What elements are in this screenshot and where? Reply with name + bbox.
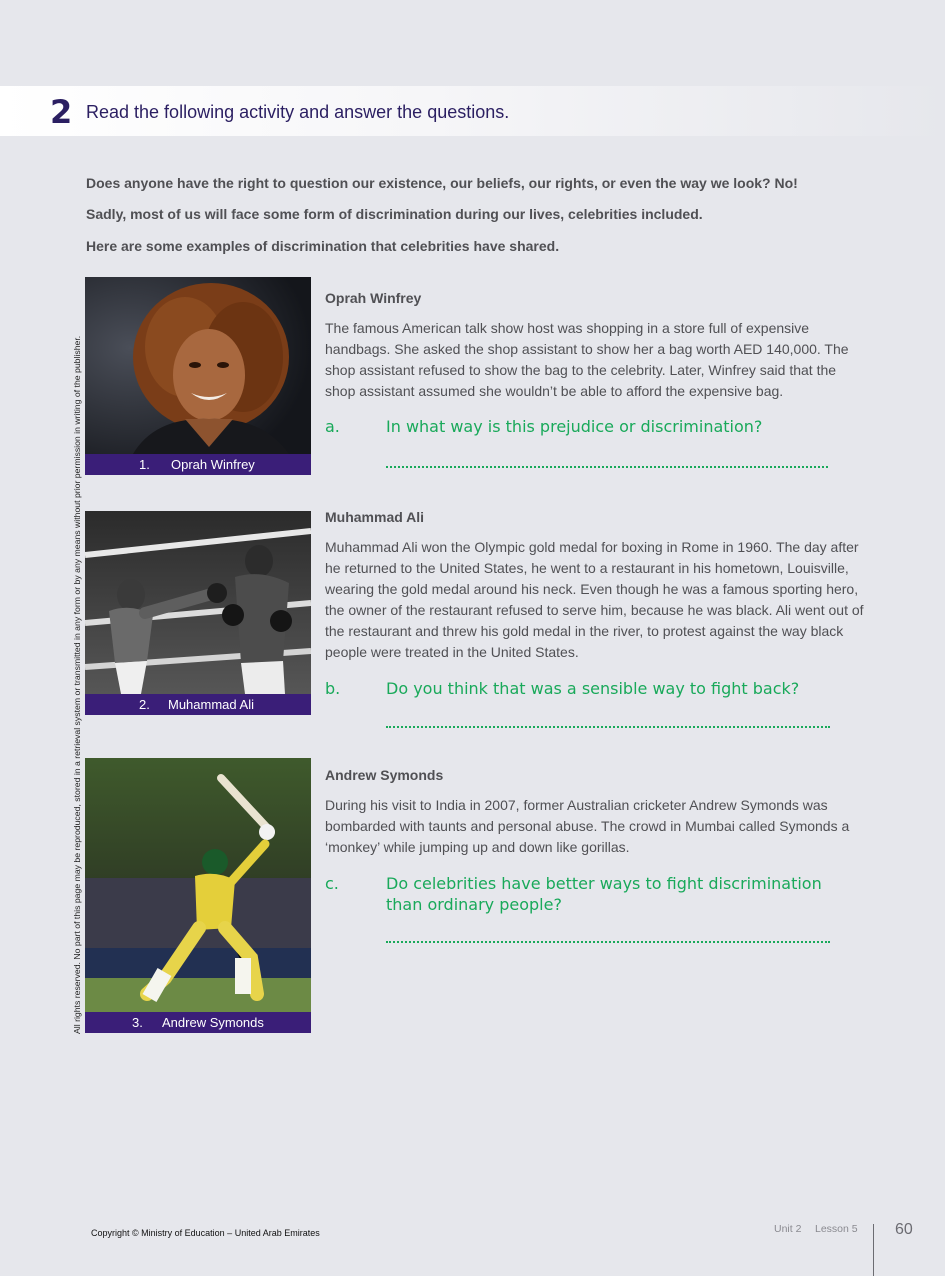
caption-label: Andrew Symonds (162, 1015, 264, 1030)
andrew-symonds-heading: Andrew Symonds (325, 767, 444, 783)
muhammad-ali-heading: Muhammad Ali (325, 509, 425, 525)
activity-number: 2 (50, 93, 73, 131)
question-c-letter: c. (325, 874, 339, 893)
copyright-side-note: All rights reserved. No part of this page may be reproduced, stored in a retrieval system or transmitted in any form or by any means without prior permission in writing of the publisher. (72, 335, 82, 1034)
muhammad-ali-caption (85, 694, 311, 715)
question-c-text: Do celebrities have better ways to fight discrimination than ordinary people? (386, 874, 822, 914)
oprah-winfrey-heading: Oprah Winfrey (325, 290, 422, 306)
footer-lesson: Lesson 5 (815, 1223, 858, 1235)
footer-unit: Unit 2 (774, 1223, 802, 1235)
caption-number: 2. (139, 697, 150, 712)
footer-copyright: Copyright © Ministry of Education – United Arab Emirates (91, 1228, 320, 1238)
question-b-answer-line[interactable] (386, 726, 830, 728)
oprah-winfrey-story: The famous American talk show host was shopping in a store full of expensive handbags. She asked the shop assistant to show her a bag worth AED 140,000. The shop assistant refused to show the bag to the celebrity. Later, Winfrey said that the shop assistant assumed she wouldn’t be able to afford the expensive bag. (325, 320, 849, 399)
andrew-symonds-photo (85, 758, 311, 1012)
question-c-answer-line[interactable] (386, 941, 830, 943)
andrew-symonds-caption (85, 1012, 311, 1033)
question-b-text: Do you think that was a sensible way to fight back? (386, 679, 800, 698)
muhammad-ali-photo (85, 511, 311, 694)
intro-line-3: Here are some examples of discrimination that celebrities have shared. (86, 238, 560, 254)
caption-label: Oprah Winfrey (171, 457, 255, 472)
page-number: 60 (895, 1221, 913, 1238)
footer-divider (873, 1224, 874, 1276)
question-a-letter: a. (325, 417, 340, 436)
muhammad-ali-story: Muhammad Ali won the Olympic gold medal for boxing in Rome in 1960. The day after he returned to the United States, he went to a restaurant in his hometown, Louisville, wearing the gold medal around his neck. Even though he was a famous sporting hero, the owner of the restaurant refused to serve him, because he was black. Ali went out of the restaurant and threw his gold medal in the river, to protest against the way black people were treated in the United States. (325, 539, 864, 660)
intro-line-1: Does anyone have the right to question our existence, our beliefs, our rights, or even the way we look? No! (86, 175, 798, 191)
oprah-winfrey-caption (85, 454, 311, 475)
activity-title: Read the following activity and answer the questions. (86, 102, 510, 122)
oprah-winfrey-photo (85, 277, 311, 454)
question-b-letter: b. (325, 679, 341, 698)
caption-label: Muhammad Ali (168, 697, 254, 712)
question-a-text: In what way is this prejudice or discrimination? (386, 417, 763, 436)
caption-number: 3. (132, 1015, 143, 1030)
caption-number: 1. (139, 457, 150, 472)
andrew-symonds-story: During his visit to India in 2007, former Australian cricketer Andrew Symonds was bombarded with taunts and personal abuse. The crowd in Mumbai called Symonds a ‘monkey’ while jumping up and down like gorillas. (325, 797, 850, 855)
intro-line-2: Sadly, most of us will face some form of discrimination during our lives, celebrities included. (86, 206, 703, 222)
question-a-answer-line[interactable] (386, 466, 828, 468)
